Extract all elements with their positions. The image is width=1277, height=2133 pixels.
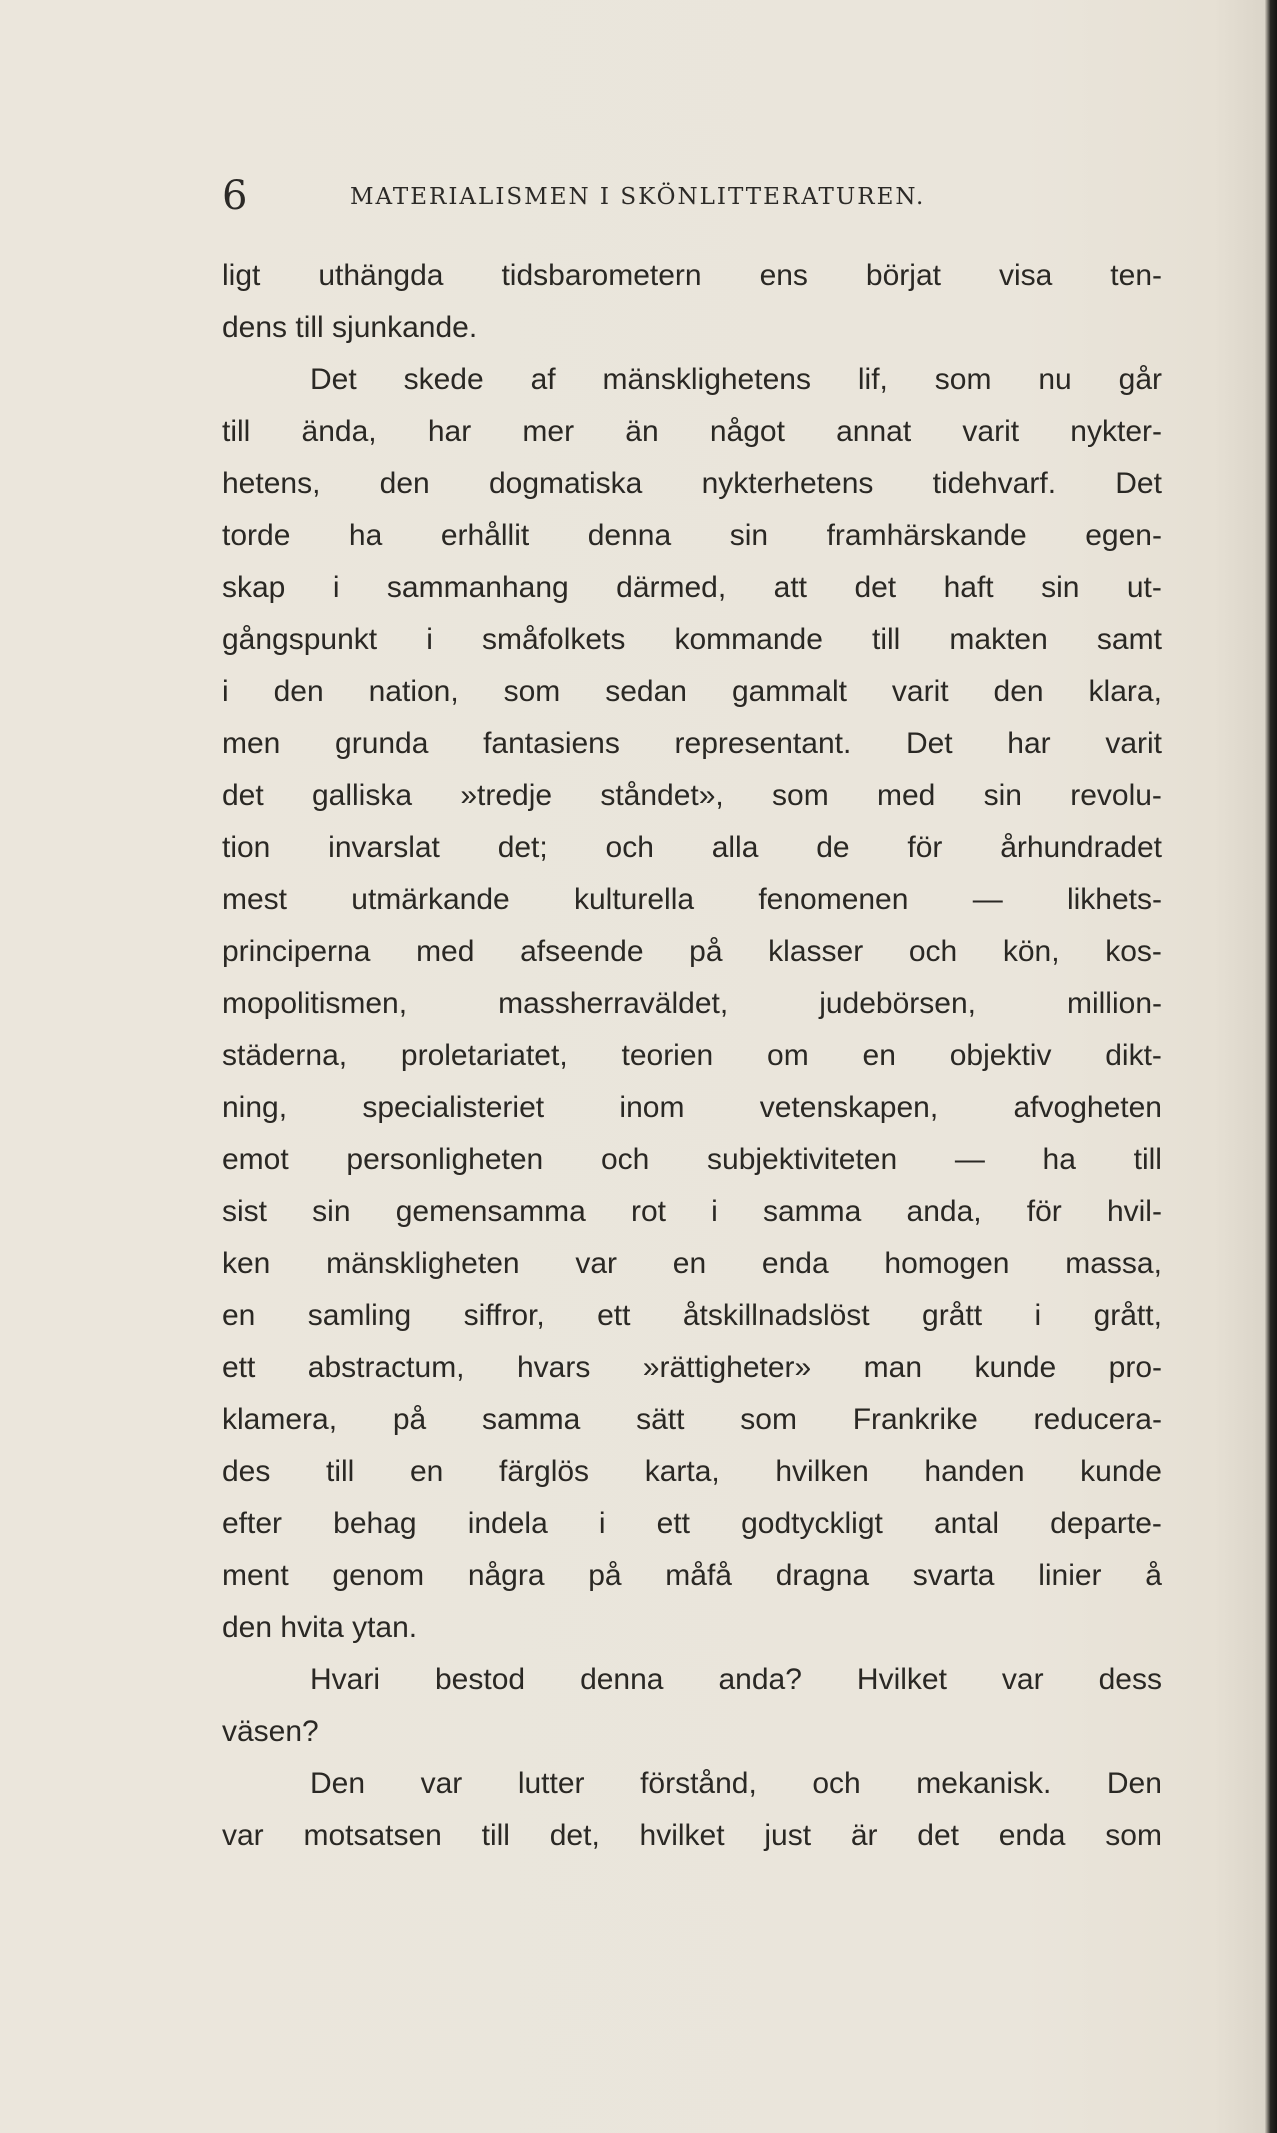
- text-line: men grunda fantasiens representant. Det har varit: [222, 727, 1162, 760]
- text-line: emot personligheten och subjektiviteten — ha till: [222, 1143, 1162, 1176]
- running-title: MATERIALISMEN I SKÖNLITTERATUREN.: [350, 184, 926, 210]
- text-line: städerna, proletariatet, teorien om en objektiv dikt-: [222, 1039, 1162, 1072]
- text-line: hetens, den dogmatiska nykterhetens tidehvarf. Det: [222, 467, 1162, 500]
- text-line: efter behag indela i ett godtyckligt antal departe-: [222, 1507, 1162, 1540]
- text-line: tion invarslat det; och alla de för århundradet: [222, 831, 1162, 864]
- text-line: torde ha erhållit denna sin framhärskande egen-: [222, 519, 1162, 552]
- text-line: principerna med afseende på klasser och kön, kos-: [222, 935, 1162, 968]
- text-line: klamera, på samma sätt som Frankrike reducera-: [222, 1403, 1162, 1436]
- text-line: sist sin gemensamma rot i samma anda, för hvil-: [222, 1195, 1162, 1228]
- page-header: [222, 172, 1122, 220]
- text-line: mopolitismen, massherraväldet, judebörsen, million-: [222, 987, 1162, 1020]
- text-line: det galliska »tredje ståndet», som med sin revolu-: [222, 779, 1162, 812]
- text-line: ken mänskligheten var en enda homogen massa,: [222, 1247, 1162, 1280]
- body-text: [222, 250, 1162, 1862]
- text-line: dens till sjunkande.: [222, 311, 478, 344]
- text-line: mest utmärkande kulturella fenomenen — likhets-: [222, 883, 1162, 916]
- text-line: Det skede af mänsklighetens lif, som nu går: [310, 363, 1162, 396]
- text-line: var motsatsen till det, hvilket just är det enda som: [222, 1819, 1162, 1852]
- text-line: ett abstractum, hvars »rättigheter» man kunde pro-: [222, 1351, 1162, 1384]
- text-line: till ända, har mer än något annat varit nykter-: [222, 415, 1162, 448]
- text-line: ligt uthängda tidsbarometern ens börjat visa ten-: [222, 259, 1162, 292]
- text-line: i den nation, som sedan gammalt varit den klara,: [222, 675, 1162, 708]
- text-line: den hvita ytan.: [222, 1611, 418, 1644]
- text-line: väsen?: [222, 1715, 319, 1748]
- text-line: ning, specialisteriet inom vetenskapen, afvogheten: [222, 1091, 1162, 1124]
- text-line: gångspunkt i småfolkets kommande till makten samt: [222, 623, 1162, 656]
- text-line: Hvari bestod denna anda? Hvilket var dess: [310, 1663, 1162, 1696]
- text-line: ment genom några på måfå dragna svarta linier å: [222, 1559, 1162, 1592]
- text-line: Den var lutter förstånd, och mekanisk. Den: [310, 1767, 1162, 1800]
- page-edge: [1265, 0, 1277, 2133]
- text-line: skap i sammanhang därmed, att det haft sin ut-: [222, 571, 1162, 604]
- page-number: 6: [222, 173, 248, 219]
- text-line: en samling siffror, ett åtskillnadslöst grått i grått,: [222, 1299, 1162, 1332]
- text-line: des till en färglös karta, hvilken handen kunde: [222, 1455, 1162, 1488]
